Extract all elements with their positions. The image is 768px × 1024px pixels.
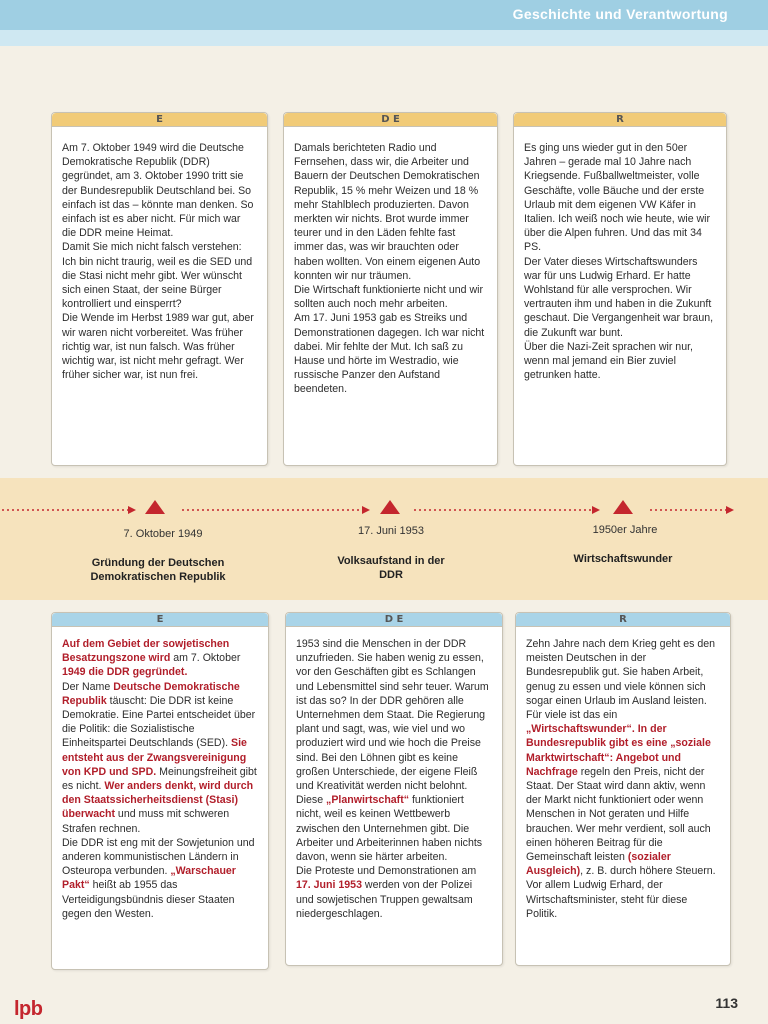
- card-paragraph: [62, 637, 258, 680]
- header-band: [0, 0, 768, 30]
- timeline-band: [0, 478, 768, 600]
- arrow-head-icon: [362, 506, 370, 514]
- bottom-card-r: [515, 612, 731, 966]
- body-text: Die Proteste und Demonstrationen am: [296, 865, 477, 878]
- triangle-marker-icon: [145, 500, 165, 514]
- lpb-logo: lpb: [14, 998, 43, 1020]
- card-paragraph: [296, 864, 492, 921]
- body-text: Es ging uns wieder gut in den 50er Jahren – gerade mal 10 Jahre nach Kriegsende. Fußballweltmeister, volle Geschäfte, volle Bäuche und der erste Urlaub mit dem eigenen VW Käfer in Italien. Ich weiß noch wie heute, wie wir über die Alpen fuhren. Und das mit 34 PS.: [524, 142, 711, 254]
- card-paragraph: [524, 141, 716, 255]
- body-text: täuscht: Die DDR ist keine Demokratie. Eine Partei entscheidet über die Politik: die Sozialistische Einheitspartei Deutschlands (SED).: [62, 694, 256, 750]
- timeline-date: 7. Oktober 1949: [123, 528, 203, 540]
- body-text: Am 7. Oktober 1949 wird die Deutsche Demokratische Republik (DDR) gegründet, am 3. Oktober 1990 tritt sie der Bundesrepublik Deutschland bei. So einfach ist das – könnte man denken. So einfach ist es aber nicht. Für mich war die DDR meine Heimat.: [62, 142, 254, 240]
- card-paragraph: [296, 637, 492, 864]
- card-tab: E: [52, 113, 267, 127]
- highlighted-text: 17. Juni 1953: [296, 879, 362, 892]
- card-tab: D E: [284, 113, 497, 127]
- card-text: [52, 127, 267, 388]
- triangle-marker-icon: [380, 500, 400, 514]
- card-tab: D E: [286, 613, 502, 627]
- bottom-card-e: [51, 612, 269, 970]
- body-text: heißt ab 1955 das Verteidigungsbündnis dieser Staaten gegen den Westen.: [62, 879, 235, 920]
- card-paragraph: [526, 637, 720, 921]
- timeline-event: Gründung der Deutschen Demokratischen Republik: [90, 557, 226, 583]
- highlighted-text: Deutsche Demokratische Republik: [62, 680, 240, 707]
- highlighted-text: „Warschauer Pakt“: [62, 865, 236, 892]
- card-paragraph: [294, 283, 487, 311]
- body-text: regeln den Preis, nicht der Staat. Der Staat wird dann aktiv, wenn der Markt nicht funktioniert oder wenn Menschen in Not geraten und Hilfe brauchen. Wer mehr verdient, soll auch einen höheren Beitrag für die Gemeinschaft leisten: [526, 765, 711, 864]
- body-text: 1953 sind die Menschen in der DDR unzufrieden. Sie haben wenig zu essen, vor den Geschäften gibt es Schlangen und Lebensmittel sind sehr teuer. Warum ist das so? In der DDR gehören alle Unternehmen dem Staat. Die Regierung plant und sagt, was, wie viel und wo produziert wird und wie hoch die Preise sind. Bei den Löhnen gibt es keine großen Unterschiede, der eigene Fleiß und Kreativität werden nicht belohnt. Diese: [296, 638, 489, 807]
- body-text: Meinungsfreiheit gibt es nicht.: [62, 765, 257, 793]
- body-text: Die Wirtschaft funktionierte nicht und wir sollten auch noch mehr arbeiten.: [294, 284, 483, 311]
- body-text: Die DDR ist eng mit der Sowjetunion und anderen kommunistischen Ländern in Osteuropa verbunden.: [62, 836, 255, 878]
- timeline-event: Wirtschaftswunder: [573, 553, 673, 565]
- card-tab: E: [52, 613, 268, 627]
- card-paragraph: [62, 141, 257, 240]
- body-text: Die Wende im Herbst 1989 war gut, aber wir waren nicht vorbereitet. Was früher richtig war, ist nun falsch. Was früher wichtig war, ist nicht mehr gefragt. Wer früher sicher war, ist nun frei.: [62, 312, 254, 382]
- card-paragraph: [524, 340, 716, 383]
- card-paragraph: [294, 141, 487, 283]
- body-text: , z. B. durch höhere Steuern. Vor allem Ludwig Erhard, der Wirtschaftsminister, steht für diese Politik.: [526, 865, 716, 920]
- top-card-e: [51, 112, 268, 466]
- body-text: Damit Sie mich nicht falsch verstehen: Ich bin nicht traurig, weil es die SED und die Stasi nicht mehr gibt. Wer wünscht sich einen Staat, der seine Bürger kontrolliert und einsperrt?: [62, 241, 253, 311]
- body-text: Damals berichteten Radio und Fernsehen, dass wir, die Arbeiter und Bauern der Deutschen Demokratischen Republik, 15 % mehr Weizen und 18 % mehr Stahlblech produzierten. Davon merkten wir nichts. Brot wurde immer teurer und in den Läden fehlte fast immer das, was wir brauchten oder haben wollten. Von einem eigenen Auto konnten wir nur träumen.: [294, 142, 481, 282]
- timeline-date: 17. Juni 1953: [357, 525, 425, 537]
- body-text: funktioniert nicht, weil es keinen Wettbewerb zwischen den Unternehmen gibt. Die Arbeiter und Arbeiterinnen haben nichts davon, wenn sie härter arbeiten.: [296, 794, 483, 864]
- top-card-r: [513, 112, 727, 466]
- highlighted-text: „Wirtschaftswunder“. In der Bundesrepublik gibt es eine „soziale Marktwirtschaft“: Angebot und Nachfrage: [526, 723, 711, 778]
- highlighted-text: Sie entsteht aus der Zwangsvereinigung von KPD und SPD.: [62, 737, 247, 778]
- card-paragraph: [62, 240, 257, 311]
- highlighted-text: (sozialer Ausgleich): [526, 851, 671, 878]
- body-text: werden von der Polizei und sowjetischen Truppen gewaltsam niedergeschlagen.: [296, 879, 473, 920]
- card-text: [52, 627, 268, 927]
- card-tab: R: [514, 113, 726, 127]
- highlighted-text: Auf dem Gebiet der sowjetischen Besatzungszone wird: [62, 638, 230, 665]
- timeline-date: 1950er Jahre: [592, 524, 658, 536]
- triangle-marker-icon: [613, 500, 633, 514]
- body-text: und muss mit schweren Strafen rechnen.: [62, 808, 230, 835]
- card-paragraph: [62, 311, 257, 382]
- highlighted-text: „Planwirtschaft“: [326, 794, 410, 807]
- arrow-head-icon: [726, 506, 734, 514]
- card-paragraph: [62, 836, 258, 921]
- card-text: [286, 627, 502, 927]
- card-text: [284, 127, 497, 403]
- card-paragraph: [294, 311, 487, 396]
- top-card-de: [283, 112, 498, 466]
- card-text: [516, 627, 730, 927]
- body-text: Der Vater dieses Wirtschaftswunders war für uns Ludwig Erhard. Er hatte Wohlstand für alle versprochen. Wir vertrauten ihm und haben in die Zukunft geschaut. Die Vergangenheit war braun, die Zukunft war bunt.: [524, 255, 714, 339]
- card-tab: R: [516, 613, 730, 627]
- timeline-event: Volksaufstand in der DDR: [337, 555, 445, 581]
- card-paragraph: [524, 255, 716, 340]
- body-text: am 7. Oktober: [170, 652, 241, 665]
- bottom-card-de: [285, 612, 503, 966]
- arrow-head-icon: [128, 506, 136, 514]
- body-text: Über die Nazi-Zeit sprachen wir nur, wenn mal jemand ein Bier zuviel getrunken hatte.: [524, 340, 693, 382]
- header-strip: [0, 30, 768, 46]
- body-text: Der Name: [62, 680, 114, 693]
- card-text: [514, 127, 726, 388]
- highlighted-text: 1949 die DDR gegründet.: [62, 666, 188, 679]
- highlighted-text: Wer anders denkt, wird durch den Staatssicherheitsdienst (Stasi) überwacht: [62, 780, 254, 821]
- chapter-title: Geschichte und Verantwortung: [512, 6, 728, 22]
- page-number: 113: [715, 995, 738, 1011]
- arrow-head-icon: [592, 506, 600, 514]
- body-text: Zehn Jahre nach dem Krieg geht es den meisten Deutschen in der Bundesrepublik gut. Sie haben Arbeit, genug zu essen und viele können sich sogar einen Urlaub im Ausland leisten. Für viele ist das ein: [526, 638, 716, 722]
- body-text: Am 17. Juni 1953 gab es Streiks und Demonstrationen dagegen. Ich war nicht dabei. Mir fehlte der Mut. Ich saß zu Hause und hörte im Westradio, wie russische Panzer den Aufstand beendeten.: [294, 312, 485, 396]
- card-paragraph: [62, 680, 258, 836]
